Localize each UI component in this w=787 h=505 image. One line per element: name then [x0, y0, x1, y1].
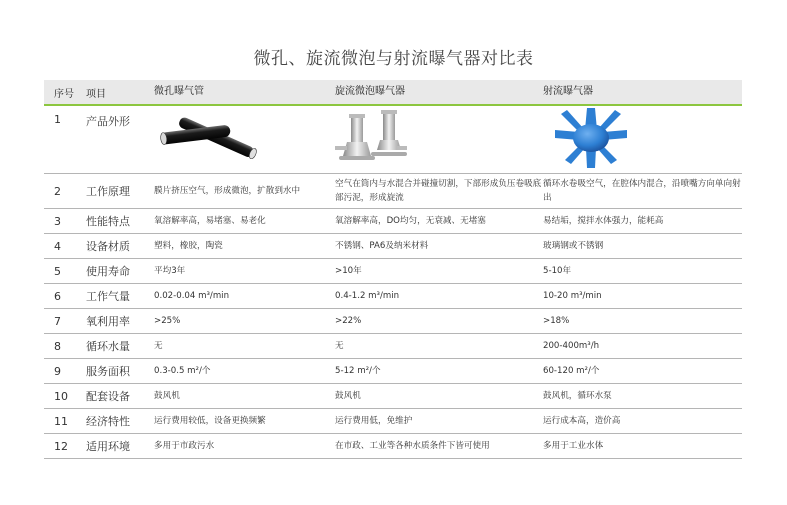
cell-swirl: 5-12 m²/个: [335, 366, 381, 376]
row-no: 3: [54, 214, 61, 228]
cell-swirl: 运行费用低，免维护: [335, 416, 413, 426]
table-row: [44, 384, 742, 409]
cell-jet: 玻璃钢或不锈钢: [543, 241, 604, 251]
cell-jet: 10-20 m³/min: [543, 291, 602, 301]
cell-jet: 鼓风机，循环水泵: [543, 391, 612, 401]
cell-swirl: 鼓风机: [335, 391, 361, 401]
row-no: 4: [54, 239, 61, 253]
swirl-aerator-icon: [335, 106, 543, 173]
cell-jet: 多用于工业水体: [543, 441, 604, 451]
cell-microporous: 运行费用较低，设备更换频繁: [154, 416, 266, 426]
row-item: 氧利用率: [86, 315, 130, 328]
table-row: [44, 209, 742, 234]
cell-swirl: 空气在筒内与水混合并碰撞切割，下部形成负压卷吸底部污泥，形成旋流: [335, 179, 542, 203]
row-no: 2: [54, 184, 61, 198]
cell-jet: 60-120 m²/个: [543, 366, 600, 376]
header-jet: 射流曝气器: [543, 86, 593, 97]
table-row: [44, 334, 742, 359]
cell-microporous: 氧溶解率高，易堵塞、易老化: [154, 216, 266, 226]
aeration-tube-icon: [154, 106, 335, 173]
microporous-tube-image: [154, 106, 335, 173]
header-swirl: 旋流微泡曝气器: [335, 86, 405, 97]
cell-microporous: 0.3-0.5 m²/个: [154, 366, 211, 376]
row-item: 工作气量: [86, 290, 130, 303]
jet-aerator-image: [543, 106, 742, 173]
row-no: 1: [54, 113, 61, 126]
cell-microporous: 0.02-0.04 m³/min: [154, 291, 230, 301]
row-item: 配套设备: [86, 390, 130, 403]
cell-jet: 易结垢，搅拌水体强力，能耗高: [543, 216, 664, 226]
table-row: [44, 234, 742, 259]
cell-swirl: >22%: [335, 316, 362, 326]
cell-jet: 200-400m³/h: [543, 341, 600, 351]
cell-swirl: 无: [335, 341, 344, 351]
cell-swirl: 0.4-1.2 m³/min: [335, 291, 400, 301]
row-no: 7: [54, 314, 61, 328]
cell-microporous: 鼓风机: [154, 391, 180, 401]
cell-jet: 循环水卷吸空气，在腔体内混合，沿喷嘴方向单向射出: [543, 179, 741, 203]
table-row: [44, 106, 742, 174]
cell-microporous: 多用于市政污水: [154, 441, 215, 451]
table-row: [44, 259, 742, 284]
row-item: 使用寿命: [86, 265, 130, 278]
table-row: [44, 174, 742, 209]
row-item: 产品外形: [86, 115, 130, 128]
table-row: [44, 359, 742, 384]
cell-jet: 运行成本高，造价高: [543, 416, 621, 426]
row-item: 循环水量: [86, 340, 130, 353]
cell-jet: 5-10年: [543, 266, 572, 276]
cell-microporous: 塑料，橡胶，陶瓷: [154, 241, 223, 251]
table-header: [44, 80, 742, 106]
cell-jet: >18%: [543, 316, 570, 326]
row-item: 经济特性: [86, 415, 130, 428]
cell-swirl: 在市政、工业等各种水质条件下皆可使用: [335, 441, 490, 451]
cell-swirl: 氧溶解率高，DO均匀，无衰减、无堵塞: [335, 216, 486, 226]
cell-microporous: 无: [154, 341, 163, 351]
cell-microporous: >25%: [154, 316, 181, 326]
row-no: 5: [54, 264, 61, 278]
row-item: 服务面积: [86, 365, 130, 378]
cell-microporous: 膜片挤压空气，形成微泡，扩散到水中: [154, 186, 301, 196]
comparison-table: [44, 80, 742, 459]
row-item: 性能特点: [86, 215, 130, 228]
table-row: [44, 309, 742, 334]
row-no: 10: [54, 389, 68, 403]
jet-aerator-icon: [543, 106, 742, 173]
header-microporous: 微孔曝气管: [154, 86, 204, 97]
header-no: 序号: [54, 88, 74, 100]
table-row: [44, 434, 742, 459]
row-no: 6: [54, 289, 61, 303]
swirl-aerator-image: [335, 106, 543, 173]
header-item: 项目: [86, 88, 106, 100]
cell-swirl: 不锈钢、PA6及纳米材料: [335, 241, 429, 251]
row-item: 适用环境: [86, 440, 130, 453]
table-row: [44, 284, 742, 309]
row-no: 9: [54, 364, 61, 378]
row-no: 12: [54, 439, 68, 453]
row-item: 工作原理: [86, 185, 130, 198]
cell-microporous: 平均3年: [154, 266, 186, 276]
row-item: 设备材质: [86, 240, 130, 253]
row-no: 8: [54, 339, 61, 353]
page-title: 微孔、旋流微泡与射流曝气器对比表: [253, 49, 534, 69]
row-no: 11: [54, 414, 68, 428]
table-row: [44, 409, 742, 434]
cell-swirl: >10年: [335, 266, 362, 276]
